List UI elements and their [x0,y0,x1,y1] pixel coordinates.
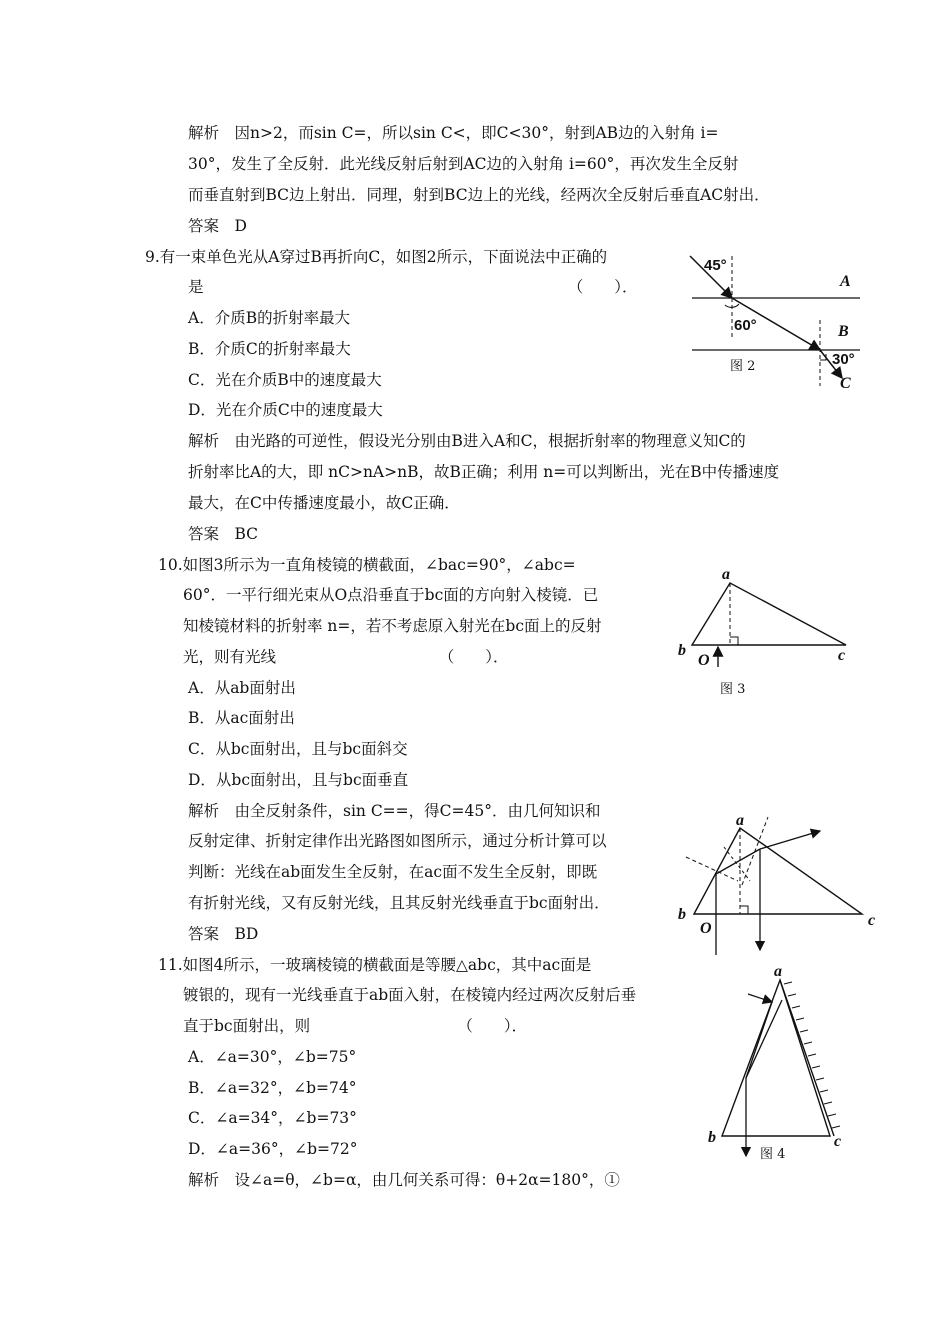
fig2-angle-30: 30° [832,351,855,368]
question-11-stem-3: 直于bc面射出，则 （ ）． [183,1017,528,1035]
solution-9-line-1: 解析 由光路的可逆性，假设光分别由B进入A和C，根据折射率的物理意义知C的 [188,432,746,450]
solution-8-line-2: 30°，发生了全反射．此光线反射后射到AC边的入射角 i=60°，再次发生全反射 [188,155,739,173]
solution-10-line-2: 反射定律、折射定律作出光路图如图所示，通过分析计算可以 [188,832,607,850]
question-10-stem-2: 60°．一平行细光束从O点沿垂直于bc面的方向射入棱镜．已 [183,586,599,604]
fig3-vertex-a: a [722,566,730,583]
fig4-vertex-c: c [834,1133,842,1150]
question-11-stem-2: 镀银的，现有一光线垂直于ab面入射，在棱镜内经过两次反射后垂 [183,986,637,1004]
figure-4-isosceles-prism [700,960,860,1170]
question-10-option-d: D．从bc面射出，且与bc面垂直 [188,771,409,789]
solution-9-line-2: 折射率比A的大，即 nC>nA>nB，故B正确；利用 n=可以判断出，光在B中传播速度 [188,463,780,481]
question-10-option-c: C．从bc面射出，且与bc面斜交 [188,740,408,758]
question-9-option-b: B．介质C的折射率最大 [188,340,351,358]
question-10-stem-4: 光，则有光线 （ ）． [183,648,509,666]
solution-10-line-3: 判断：光线在ab面发生全反射，在ac面不发生全反射，即既 [188,863,598,881]
answer-10: 答案 BD [188,925,259,943]
question-10-stem-3: 知棱镜材料的折射率 n=，若不考虑原入射光在bc面上的反射 [183,617,602,635]
fig10sol-vertex-a: a [736,812,744,829]
solution-11-line-1: 解析 设∠a=θ，∠b=α，由几何关系可得：θ+2α=180°，① [188,1171,620,1189]
solution-8-line-3: 而垂直射到BC边上射出．同理，射到BC边上的光线，经两次全反射后垂直AC射出． [188,186,770,204]
fig2-medium-c: C [840,375,851,392]
fig2-medium-b: B [838,323,849,340]
answer-9: 答案 BC [188,525,259,543]
question-11-option-b: B．∠a=32°，∠b=74° [188,1079,357,1097]
question-10-stem-1: 10.如图3所示为一直角棱镜的横截面，∠bac=90°，∠abc= [158,556,576,574]
fig3-vertex-b: b [678,642,686,659]
question-11-option-d: D．∠a=36°，∠b=72° [188,1140,358,1158]
question-10-option-b: B．从ac面射出 [188,709,295,727]
question-9-option-d: D．光在介质C中的速度最大 [188,401,383,419]
fig4-vertex-b: b [708,1129,716,1146]
solution-9-line-3: 最大，在C中传播速度最小，故C正确． [188,494,460,512]
question-9-stem-cont: 是 （ ）． [188,278,638,296]
figure-10-solution [672,812,887,965]
fig2-medium-a: A [840,273,851,290]
question-10-option-a: A．从ab面射出 [188,679,296,697]
fig3-vertex-c: c [838,647,846,664]
solution-8-line-1: 解析 因n>2，而sin C=，所以sin C<，即C<30°，射到AB边的入射角 i= [188,124,719,142]
question-9-stem: 9.有一束单色光从A穿过B再折向C，如图2所示，下面说法中正确的 [145,248,608,266]
fig2-angle-45: 45° [704,257,727,274]
fig10sol-vertex-b: b [678,906,686,923]
figure-3-prism [670,565,870,700]
fig3-point-o: O [698,652,710,669]
figure-2-refraction [680,248,880,398]
fig4-vertex-a: a [774,963,782,980]
question-11-stem-1: 11.如图4所示，一玻璃棱镜的横截面是等腰△abc，其中ac面是 [158,956,592,974]
question-11-option-a: A．∠a=30°，∠b=75° [188,1048,357,1066]
question-9-option-a: A．介质B的折射率最大 [188,309,351,327]
fig2-caption: 图 2 [730,359,756,374]
fig3-caption: 图 3 [720,682,746,697]
fig4-caption: 图 4 [760,1147,786,1162]
fig2-angle-60: 60° [734,317,757,334]
answer-8: 答案 D [188,217,247,235]
question-9-option-c: C．光在介质B中的速度最大 [188,371,382,389]
solution-10-line-1: 解析 由全反射条件，sin C==，得C=45°．由几何知识和 [188,802,601,820]
fig10sol-vertex-c: c [868,912,876,929]
question-11-option-c: C．∠a=34°，∠b=73° [188,1109,357,1127]
fig10sol-point-o: O [700,920,712,937]
solution-10-line-4: 有折射光线，又有反射光线，且其反射光线垂直于bc面射出． [188,894,610,912]
